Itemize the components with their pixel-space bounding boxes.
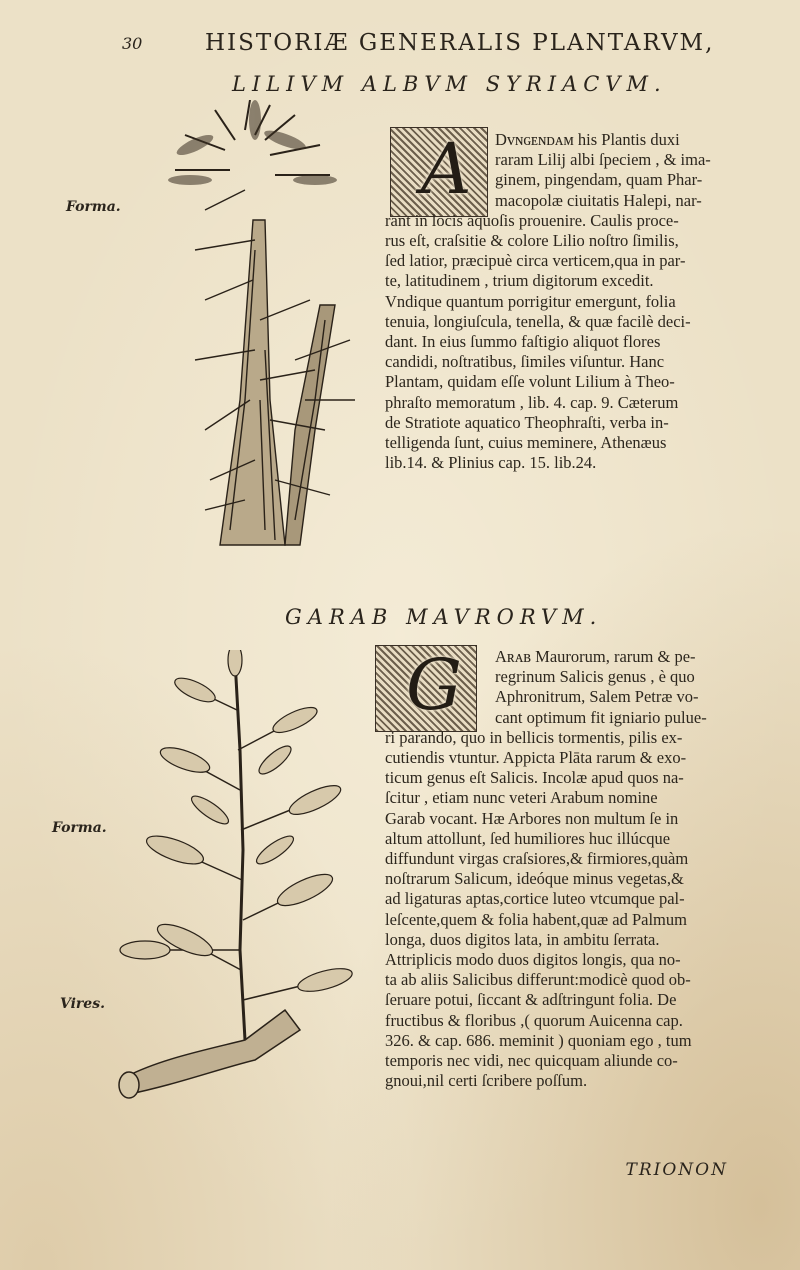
text-line: ginem, pingendam, quam Phar- (495, 170, 703, 190)
text-line: diffundunt virgas craſsiores,& firmiores,quàm (385, 849, 689, 869)
text-line: ri parando, quo in bellicis tormentis, pilis ex- (385, 727, 683, 747)
text-line: gnoui,nil certi ſcribere poſſum. (385, 1071, 588, 1091)
text-line: regrinum Salicis genus , è quo (495, 667, 695, 687)
text-line: tenuia, longiuſcula, tenella, & quæ facilè deci- (385, 311, 691, 331)
text-line: longa, duos digitos lata, in ambitu ſerrata. (385, 929, 660, 949)
margin-note-forma-1: Forma. (66, 199, 121, 215)
text-line: phraſto memoratum , lib. 4. cap. 9. Cæterum (385, 392, 679, 412)
text-line: de Stratiote aquatico Theophraſti, verba in- (385, 412, 669, 432)
text-line: lib.14. & Plinius cap. 15. lib.24. (385, 453, 597, 473)
text-line: ticum genus eſt Salicis. Incolæ apud quos na- (385, 768, 684, 788)
section-title-lilium: LILIVM ALBVM SYRIACVM. (232, 72, 667, 96)
text-line: cant optimum fit igniario pulue- (495, 707, 707, 727)
text-line: fructibus & floribus ,( quorum Auicenna cap. (385, 1010, 683, 1030)
text-line: rant in locis aquoſis prouenire. Caulis proce- (385, 210, 679, 230)
text-line: dant. In eius ſummo faſtigio aliquot flores (385, 332, 661, 352)
text-line: Attriplicis modo duos digitos longis, qua no- (385, 950, 681, 970)
text-line: Plantam, quidam eſſe volunt Lilium à Theo- (385, 372, 675, 392)
section2-text (385, 647, 770, 1091)
text-line: Garab vocant. Hæ Arbores non multum ſe in (385, 808, 679, 828)
page-number: 30 (122, 34, 143, 53)
text-line: rus eſt, craſsitie & colore Lilio noſtro ſimilis, (385, 231, 679, 251)
margin-note-vires: Vires. (60, 996, 105, 1012)
text-line: ſed latior, præcipuè circa verticem,qua in par- (385, 251, 686, 271)
text-line: ad ligaturas aptas,cortice luteo vtcumque pal- (385, 889, 685, 909)
running-title: HISTORIÆ GENERALIS PLANTARVM, (205, 30, 715, 56)
text-line: altum attollunt, ſed humiliores huc illúcque (385, 828, 671, 848)
text-line: Aʀᴀʙ Maurorum, rarum & pe- (495, 647, 696, 666)
section1-text (385, 130, 770, 473)
text-line: Aphronitrum, Salem Petræ vo- (495, 687, 699, 707)
text-line: ſeruare potui, ſiccant & adſtringunt folia. De (385, 990, 677, 1010)
text-line: 326. & cap. 686. meminit ) quoniam ego , tum (385, 1030, 692, 1050)
lily-illustration (135, 100, 375, 550)
text-line: cutiendis vtuntur. Appicta Plāta rarum & exo- (385, 748, 687, 768)
margin-note-forma-2: Forma. (52, 820, 107, 836)
text-line: Dᴠɴɢᴇɴᴅᴀᴍ his Plantis duxi (495, 130, 680, 149)
text-line: leſcente,quem & folia habent,quæ ad Palmum (385, 909, 687, 929)
text-line: ta ab aliis Salicibus differunt:modicè quod ob- (385, 970, 691, 990)
decorated-initial-a: A (390, 127, 488, 217)
garab-tree-illustration (115, 650, 365, 1100)
text-line: telligenda ſunt, cuius meminere, Athenæus (385, 433, 667, 453)
text-line: te, latitudinem , trium digitorum excedit. (385, 271, 654, 291)
section-title-garab: GARAB MAVRORVM. (285, 605, 603, 629)
text-line: temporis nec vidi, nec quicquam aliunde co- (385, 1051, 678, 1071)
text-line: noſtrarum Salicum, ideóque minus vegetas,& (385, 869, 684, 889)
text-line: raram Lilij albi ſpeciem , & ima- (495, 150, 711, 170)
text-line: candidi, noſtratibus, ſimiles viſuntur. Hanc (385, 352, 665, 372)
decorated-initial-g: G (375, 645, 477, 732)
catchword: TRIONON (625, 1160, 728, 1180)
text-line: Vndique quantum porrigitur emergunt, folia (385, 291, 676, 311)
text-line: ſcitur , etiam nunc veteri Arabum nomine (385, 788, 658, 808)
text-line: macopolæ ciuitatis Halepi, nar- (495, 190, 702, 210)
